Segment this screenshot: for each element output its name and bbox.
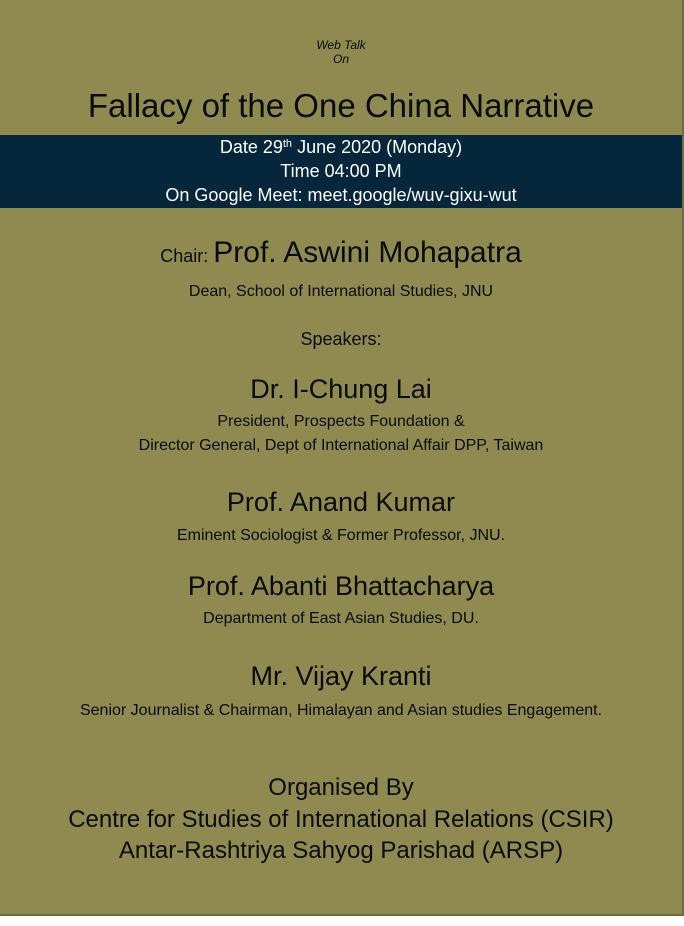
organiser-csir: Centre for Studies of International Relations (CSIR) [68, 806, 614, 833]
chair-name: Prof. Aswini Mohapatra [213, 236, 522, 269]
date-superscript: th [282, 138, 293, 150]
speaker-role: Senior Journalist & Chairman, Himalayan and Asian studies Engagement. [79, 702, 603, 719]
speakers-heading: Speakers: [300, 329, 382, 349]
chair-label: Chair: [160, 246, 214, 266]
organised-by-heading: Organised By [268, 774, 414, 801]
speaker-name: Dr. I-Chung Lai [250, 374, 432, 404]
event-title: Fallacy of the One China Narrative [87, 87, 595, 124]
event-time: Time 04:00 PM [280, 161, 402, 181]
speaker-role: Director General, Dept of International Affair DPP, Taiwan [138, 437, 544, 454]
chair-role: Dean, School of International Studies, JNU [188, 283, 494, 300]
date-prefix: Date 29 [219, 137, 283, 157]
speaker-name: Prof. Anand Kumar [226, 487, 456, 517]
on-label: On [332, 52, 349, 66]
speaker-role: Department of East Asian Studies, DU. [203, 610, 479, 627]
chair-line [0, 236, 682, 275]
meeting-link[interactable]: On Google Meet: meet.google/wuv-gixu-wut [165, 185, 517, 205]
speaker-name: Prof. Abanti Bhattacharya [187, 571, 495, 601]
speaker-role: Eminent Sociologist & Former Professor, JNU. [176, 527, 506, 544]
web-talk-label: Web Talk [316, 38, 366, 52]
date-suffix: June 2020 (Monday) [292, 137, 463, 157]
event-details-banner [0, 135, 682, 208]
event-date [0, 136, 682, 158]
speaker-name: Mr. Vijay Kranti [250, 661, 432, 691]
organiser-arsp: Antar-Rashtriya Sahyog Parishad (ARSP) [118, 837, 564, 864]
speaker-role: President, Prospects Foundation & [217, 413, 465, 430]
